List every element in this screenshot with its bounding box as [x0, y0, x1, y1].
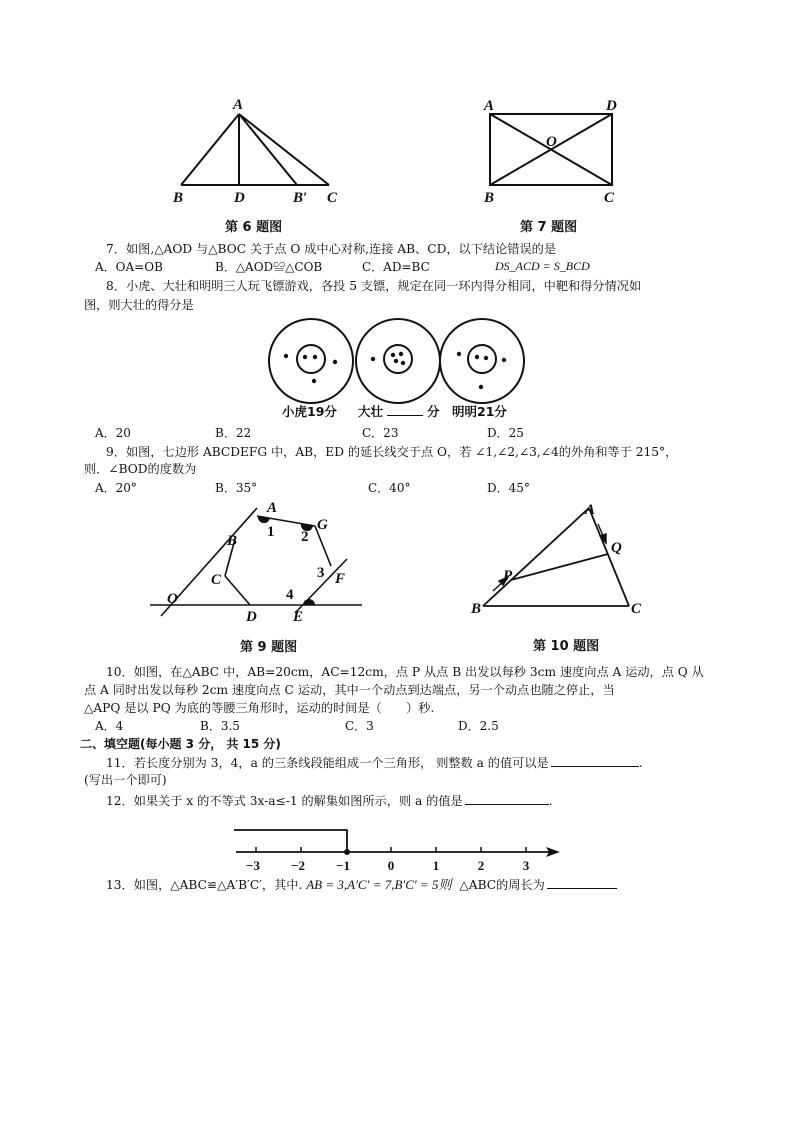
- q12-line: 12．如果关于 x 的不等式 3x-a≤-1 的解集如图所示，则 a 的值是 .: [106, 794, 553, 808]
- numberline-tick-neg1: −1: [336, 858, 350, 873]
- fig9-label-c: C: [211, 572, 222, 588]
- numberline-tick-neg3: −3: [246, 858, 260, 873]
- fig9-label-d: D: [246, 609, 257, 625]
- number-line: [228, 826, 568, 876]
- fig9-label-2: 2: [301, 529, 309, 545]
- fig10-label-b: B: [471, 601, 482, 617]
- q9-option-a: A．20°: [95, 481, 137, 495]
- fig7-label-d: D: [606, 98, 617, 114]
- fig9-caption: 第 9 题图: [240, 640, 298, 655]
- q13-tail: △ABC的周长为: [459, 878, 545, 892]
- fig7-caption: 第 7 题图: [520, 220, 578, 235]
- q10-line2: 点 A 同时出发以每秒 2cm 速度向点 C 运动，其中一个动点到达端点，另一个动点也随之停止，当: [84, 683, 615, 697]
- q12-answer-blank: [465, 804, 549, 805]
- fig6-label-bp: B′: [293, 190, 308, 206]
- section-2-heading: 二、填空题(每小题 3 分， 共 15 分): [80, 737, 281, 751]
- dartboard-label-dazhuang-name: 大壮: [358, 404, 384, 419]
- q7-stem: 7．如图,△AOD 与△BOC 关于点 O 成中心对称,连接 AB、CD，以下结论错误的是: [106, 242, 557, 256]
- q11-answer-blank: [551, 766, 639, 767]
- numberline-tick-3: 3: [522, 858, 530, 873]
- fig6-label-b: B: [173, 190, 184, 206]
- fig7-label-a: A: [484, 98, 495, 114]
- figure-9: [145, 496, 370, 630]
- fig9-label-f: F: [335, 571, 346, 587]
- fig7-label-b: B: [484, 190, 495, 206]
- q9-option-d: D．45°: [487, 481, 530, 495]
- dartboard-label-dazhuang: [358, 402, 440, 420]
- q12-text: 12．如果关于 x 的不等式 3x-a≤-1 的解集如图所示，则 a 的值是: [106, 794, 463, 808]
- q7-option-d-text: DS_ACD = S_BCD: [495, 259, 590, 273]
- fig7-label-c: C: [604, 190, 615, 206]
- q13-line: [106, 877, 617, 893]
- fig6-label-a: A: [233, 97, 244, 113]
- fig10-label-p: P: [503, 568, 513, 584]
- q8-stem-line1: 8．小虎、大壮和明明三人玩飞镖游戏，各投 5 支镖，规定在同一环内得分相同，中靶和得分情况如: [106, 279, 642, 293]
- q10-line3: △APQ 是以 PQ 为底的等腰三角形时，运动的时间是（ ）秒.: [84, 701, 435, 715]
- figure-6: [165, 92, 355, 210]
- fig9-label-o: O: [167, 591, 178, 607]
- q9-stem-line1: 9．如图，七边形 ABCDEFG 中，AB，ED 的延长线交于点 O，若 ∠1,∠2,∠3,∠4的外角和等于 215°，: [106, 445, 678, 459]
- fig6-label-c: C: [327, 190, 338, 206]
- fig9-label-g: G: [317, 517, 328, 533]
- figure-7: [478, 92, 628, 210]
- fig10-caption: 第 10 题图: [533, 639, 600, 654]
- dartboard-label-mingming: 明明21分: [452, 404, 507, 419]
- fig10-label-a: A: [585, 502, 596, 518]
- q11-line2: (写出一个即可): [84, 773, 167, 787]
- fig9-label-3: 3: [317, 565, 325, 581]
- q7-option-d: [495, 258, 590, 274]
- q9-option-c: C．40°: [368, 481, 411, 495]
- q10-option-b: B．3.5: [200, 719, 240, 733]
- dartboard-label-xiaohu: 小虎19分: [282, 404, 337, 419]
- q8-option-d: D．25: [487, 426, 524, 440]
- q10-option-c: C．3: [345, 719, 374, 733]
- q10-option-a: A．4: [95, 719, 124, 733]
- numberline-tick-neg2: −2: [291, 858, 305, 873]
- q11-line1: 11．若长度分别为 3，4，a 的三条线段能组成一个三角形， 则整数 a 的值可以是 .: [106, 756, 643, 770]
- q7-option-c: C．AD=BC: [362, 260, 430, 274]
- fig7-label-o: O: [546, 134, 557, 150]
- dartboard-label-dazhuang-unit: 分: [427, 404, 440, 419]
- q8-stem-line2: 图，则大壮的得分是: [84, 298, 194, 312]
- numberline-tick-2: 2: [477, 858, 485, 873]
- q13-answer-blank: [547, 888, 617, 889]
- fig10-label-c: C: [631, 601, 642, 617]
- numberline-tick-0: 0: [387, 858, 395, 873]
- q13-text: 13．如图，△ABC≌△A′B′C′，其中.: [106, 878, 303, 892]
- q9-option-b: B．35°: [215, 481, 258, 495]
- q8-option-a: A．20: [95, 426, 131, 440]
- q8-option-b: B．22: [215, 426, 252, 440]
- q13-math: AB = 3,A′C′ = 7,B′C′ = 5则: [306, 877, 452, 892]
- fig9-label-1: 1: [267, 524, 275, 540]
- q7-option-a: A．OA=OB: [95, 260, 163, 274]
- fig9-label-a: A: [267, 500, 278, 516]
- figure-10: [465, 496, 655, 626]
- fig6-label-d: D: [234, 190, 245, 206]
- fig9-label-b: B: [227, 533, 238, 549]
- fig9-label-4: 4: [286, 587, 294, 603]
- fig10-label-q: Q: [611, 540, 622, 556]
- q8-option-c: C．23: [362, 426, 399, 440]
- fig9-label-e: E: [293, 609, 304, 625]
- fig6-caption: 第 6 题图: [225, 220, 283, 235]
- q9-stem-line2: 则．∠BOD的度数为: [84, 462, 197, 476]
- q7-option-b: B．△AOD≌△COB: [215, 260, 323, 274]
- q10-line1: 10．如图，在△ABC 中，AB=20cm，AC=12cm，点 P 从点 B 出发以每秒 3cm 速度向点 A 运动，点 Q 从: [106, 665, 704, 679]
- numberline-tick-1: 1: [432, 858, 440, 873]
- q11-line1-text: 11．若长度分别为 3，4，a 的三条线段能组成一个三角形， 则整数 a 的值可以是: [106, 756, 549, 770]
- q10-option-d: D．2.5: [458, 719, 499, 733]
